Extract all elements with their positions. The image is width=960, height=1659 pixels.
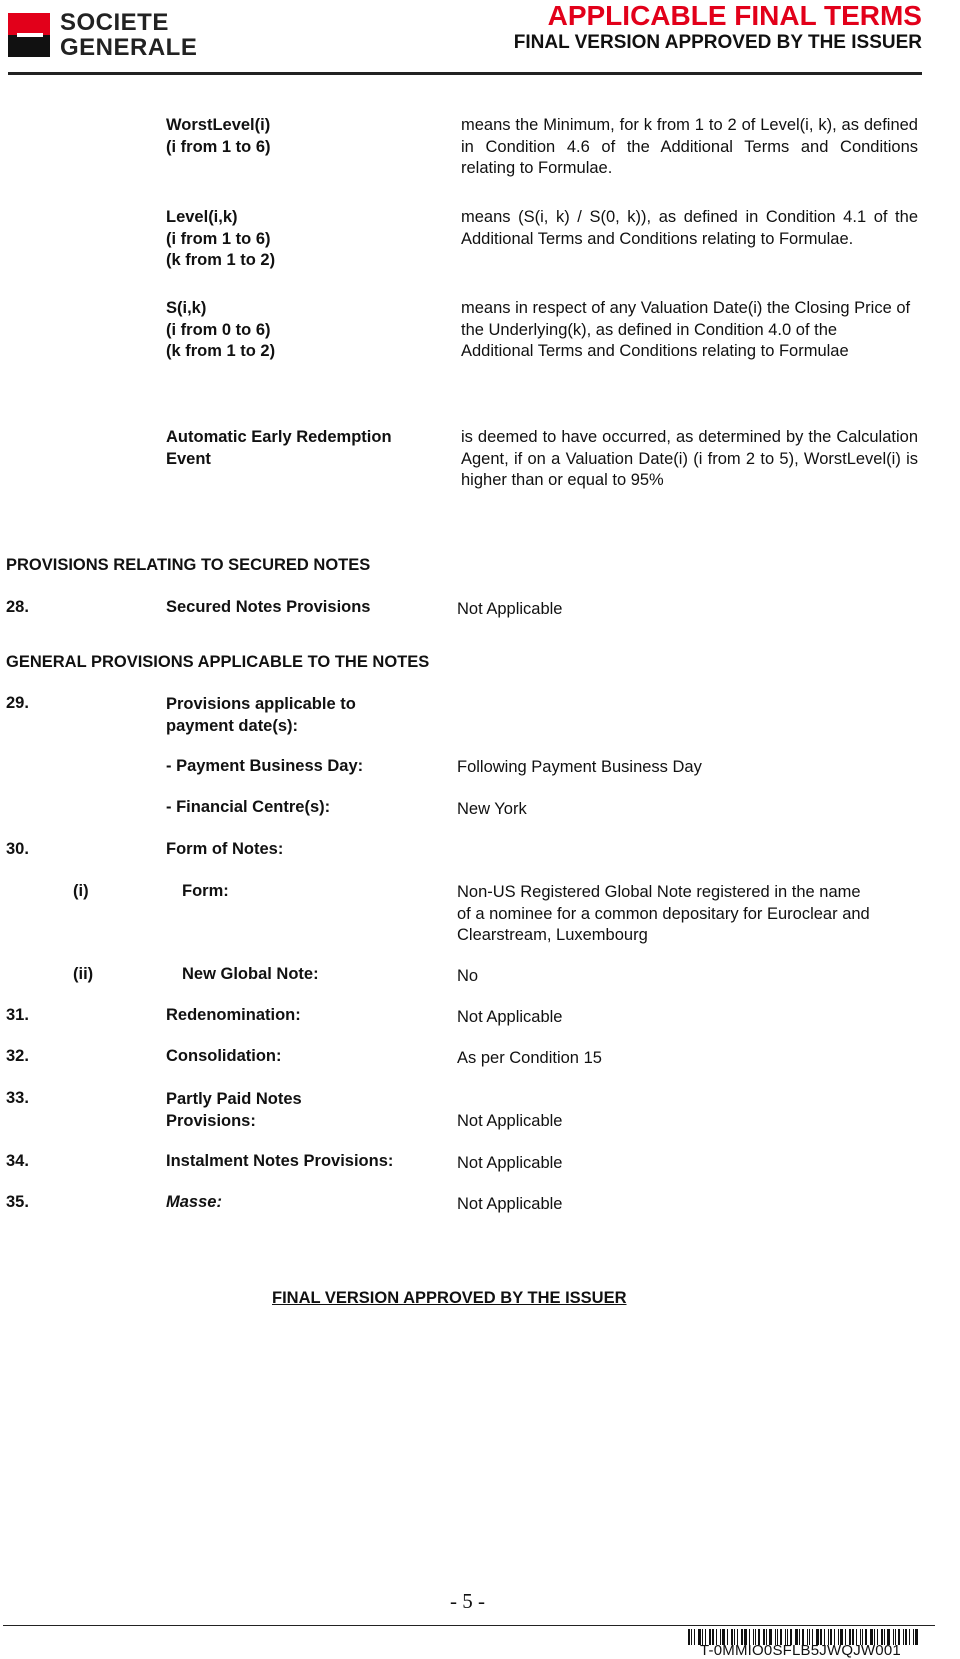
item-number: 30. bbox=[6, 840, 29, 858]
item-number: (ii) bbox=[73, 965, 94, 983]
item-label: Redenomination: bbox=[166, 1006, 301, 1024]
definition-term: Level(i,k) (i from 1 to 6) (k from 1 to 2) bbox=[166, 208, 276, 269]
definition-text: means the Minimum, for k from 1 to 2 of Level(i, k), as defined in Condition 4.6 of the Additional Terms and Conditions relating to Formulae. bbox=[461, 116, 918, 177]
item-label: New Global Note: bbox=[182, 965, 319, 983]
item-label: Instalment Notes Provisions: bbox=[166, 1152, 394, 1170]
item-value: New York bbox=[457, 800, 527, 818]
logo-text bbox=[60, 10, 197, 60]
definition-term: S(i,k) (i from 0 to 6) (k from 1 to 2) bbox=[166, 299, 276, 360]
item-label: - Payment Business Day: bbox=[166, 757, 364, 775]
definition-text: means in respect of any Valuation Date(i) the Closing Price of the Underlying(k), as defined in Condition 4.0 of the Additional Terms and Conditions relating to Formulae bbox=[461, 299, 911, 360]
item-value: Not Applicable bbox=[457, 1154, 563, 1172]
item-value: As per Condition 15 bbox=[457, 1049, 602, 1067]
footer-divider bbox=[3, 1625, 935, 1626]
item-value: Non-US Registered Global Note registered in the name of a nominee for a common depositary for Euroclear and Clearstream, Luxembourg bbox=[457, 883, 870, 944]
item-number: 32. bbox=[6, 1047, 29, 1065]
item-label: Consolidation: bbox=[166, 1047, 282, 1065]
item-value: Not Applicable bbox=[457, 1008, 563, 1026]
approved-note: FINAL VERSION APPROVED BY THE ISSUER bbox=[272, 1289, 627, 1307]
item-number: 28. bbox=[6, 598, 29, 616]
page-number: - 5 - bbox=[450, 1589, 485, 1613]
item-value: Not Applicable bbox=[457, 1195, 563, 1213]
header-title: APPLICABLE FINAL TERMS bbox=[547, 0, 922, 31]
definition-term: WorstLevel(i) (i from 1 to 6) bbox=[166, 116, 271, 156]
item-number: 29. bbox=[6, 694, 29, 712]
header-subtitle: FINAL VERSION APPROVED BY THE ISSUER bbox=[513, 32, 922, 53]
item-label: Provisions applicable to payment date(s): bbox=[166, 695, 356, 735]
section-heading-general: GENERAL PROVISIONS APPLICABLE TO THE NOTES bbox=[6, 653, 430, 671]
item-value: Not Applicable bbox=[457, 1112, 563, 1130]
document-code: T-0MMIO0SFLB5JWQJW001 bbox=[700, 1642, 901, 1659]
item-label: - Financial Centre(s): bbox=[166, 798, 331, 816]
section-heading-secured: PROVISIONS RELATING TO SECURED NOTES bbox=[6, 556, 371, 574]
item-value: No bbox=[457, 967, 479, 985]
item-label: Form of Notes: bbox=[166, 840, 284, 858]
item-label: Form: bbox=[182, 882, 229, 900]
logo-line-1: SOCIETE bbox=[60, 9, 169, 36]
item-label: Partly Paid Notes Provisions: bbox=[166, 1090, 302, 1130]
item-number: 35. bbox=[6, 1193, 29, 1211]
definition-text: is deemed to have occurred, as determined by the Calculation Agent, if on a Valuation Date(i) (i from 2 to 5), WorstLevel(i) is higher than or equal to 95% bbox=[461, 428, 918, 489]
header-divider bbox=[8, 72, 922, 75]
item-number: 31. bbox=[6, 1006, 29, 1024]
item-value: Following Payment Business Day bbox=[457, 758, 702, 776]
item-label: Masse: bbox=[166, 1193, 222, 1211]
definition-term: Automatic Early Redemption Event bbox=[166, 428, 392, 468]
item-value: Not Applicable bbox=[457, 600, 563, 618]
definition-text: means (S(i, k) / S(0, k)), as defined in Condition 4.1 of the Additional Terms and Conditions relating to Formulae. bbox=[461, 208, 918, 248]
logo-mark bbox=[8, 13, 50, 57]
logo-line-2: GENERALE bbox=[60, 34, 198, 61]
item-number: (i) bbox=[73, 882, 89, 900]
item-label: Secured Notes Provisions bbox=[166, 598, 371, 616]
item-number: 33. bbox=[6, 1089, 29, 1107]
item-number: 34. bbox=[6, 1152, 29, 1170]
